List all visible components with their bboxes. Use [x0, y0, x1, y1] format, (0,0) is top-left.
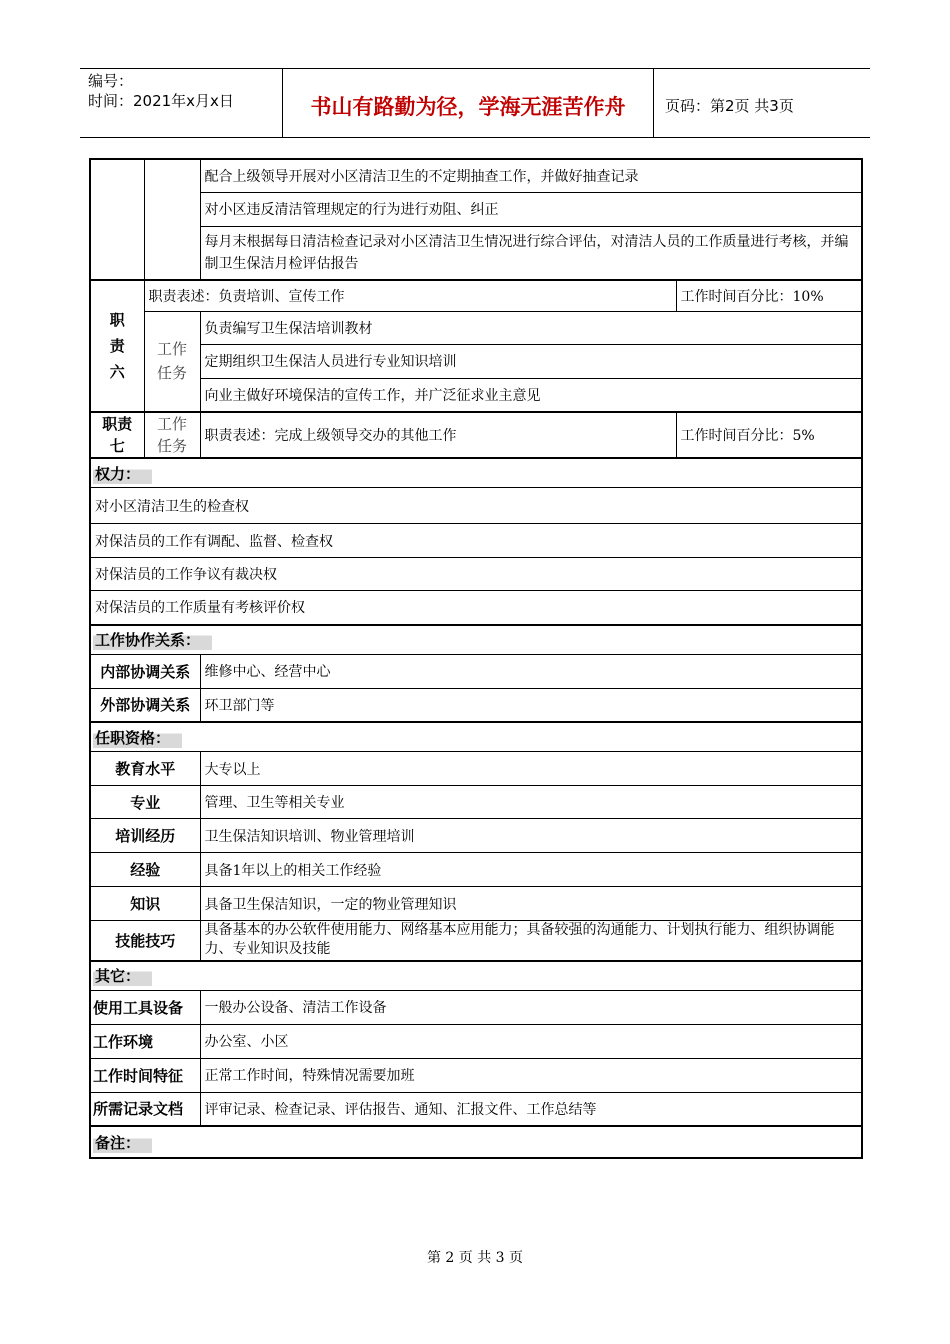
duty7-description: 职责表述：完成上级领导交办的其他工作 [200, 412, 676, 458]
table-row [90, 591, 862, 625]
qualification-section-header [90, 722, 862, 752]
table-row [90, 688, 862, 722]
duty7-label-text: 职责七 [102, 415, 133, 455]
other-value: 一般办公设备、清洁工作设备 [200, 990, 862, 1024]
table-row [90, 625, 862, 655]
header-meta [88, 71, 278, 111]
page-footer: 第 2 页 共 3 页 [426, 1250, 524, 1266]
table-row [90, 378, 862, 412]
qualification-value: 管理、卫生等相关专业 [200, 786, 862, 819]
qualification-value: 具备1年以上的相关工作经验 [200, 853, 862, 887]
qualification-value: 具备基本的办公软件使用能力、网络基本应用能力；具备较强的沟通能力、计划执行能力、组织协调能力、专业知识及技能 [200, 921, 862, 961]
other-value: 办公室、小区 [200, 1024, 862, 1058]
table-row [90, 458, 862, 488]
other-value: 评审记录、检查记录、评估报告、通知、汇报文件、工作总结等 [200, 1092, 862, 1126]
table-row [90, 786, 862, 819]
cooperation-title: 工作协作关系： [93, 629, 212, 650]
other-label: 工作时间特征 [90, 1058, 200, 1092]
duty6-task: 向业主做好环境保洁的宣传工作，并广泛征求业主意见 [200, 378, 862, 412]
other-label: 所需记录文档 [90, 1092, 200, 1126]
table-row [90, 722, 862, 752]
authority-item: 对保洁员的工作有调配、监督、检查权 [90, 524, 862, 558]
internal-coordination-label: 内部协调关系 [90, 654, 200, 688]
remarks-title: 备注： [93, 1132, 152, 1153]
table-row [90, 887, 862, 921]
authority-item: 对保洁员的工作争议有裁决权 [90, 558, 862, 591]
table-row [90, 1092, 862, 1126]
table-row [90, 192, 862, 226]
duty6-task-label [144, 311, 200, 412]
table-row [90, 344, 862, 378]
other-label: 使用工具设备 [90, 990, 200, 1024]
qualification-label: 知识 [90, 887, 200, 921]
duty5-task: 每月末根据每日清洁检查记录对小区清洁卫生情况进行综合评估，对清洁人员的工作质量进行考核，并编制卫生保洁月检评估报告 [200, 226, 862, 280]
table-row [90, 853, 862, 887]
qualification-value: 大专以上 [200, 752, 862, 786]
table-row [90, 654, 862, 688]
table-row [90, 280, 862, 311]
duty7-time-percent: 工作时间百分比：5% [676, 412, 862, 458]
time-label: 时间：2021年x月x日 [88, 92, 234, 110]
page-header [80, 68, 870, 138]
duty6-label [90, 280, 144, 412]
number-label: 编号： [88, 72, 134, 90]
authority-section-header [90, 458, 862, 488]
qualification-title: 任职资格： [93, 727, 182, 748]
header-motto: 书山有路勤为径，学海无涯苦作舟 [310, 95, 626, 119]
qualification-label: 专业 [90, 786, 200, 819]
table-row [90, 159, 862, 192]
remarks-section-header [90, 1126, 862, 1158]
header-page-info: 页码：第2页 共3页 [665, 97, 794, 115]
table-row [90, 226, 862, 280]
duty7-task-label [144, 412, 200, 458]
qualification-value: 卫生保洁知识培训、物业管理培训 [200, 819, 862, 853]
qualification-label: 教育水平 [90, 752, 200, 786]
table-row [90, 524, 862, 558]
table-row [90, 921, 862, 961]
duty6-description: 职责表述：负责培训、宣传工作 [144, 280, 676, 311]
table-row [90, 412, 862, 458]
header-divider [653, 69, 654, 137]
qualification-label: 技能技巧 [90, 921, 200, 961]
duty7-task-label-text: 工作任务 [156, 415, 187, 455]
table-row [90, 311, 862, 344]
duty5-label-cell [90, 159, 144, 280]
authority-item: 对小区清洁卫生的检查权 [90, 488, 862, 524]
table-row [90, 990, 862, 1024]
internal-coordination-value: 维修中心、经营中心 [200, 654, 862, 688]
qualification-label: 经验 [90, 853, 200, 887]
table-row [90, 819, 862, 853]
table-row [90, 1058, 862, 1092]
authority-item: 对保洁员的工作质量有考核评价权 [90, 591, 862, 625]
duty5-task: 配合上级领导开展对小区清洁卫生的不定期抽查工作，并做好抽查记录 [200, 159, 862, 192]
duty7-label [90, 412, 144, 458]
other-title: 其它： [93, 965, 152, 986]
duty6-task: 负责编写卫生保洁培训教材 [200, 311, 862, 344]
cooperation-section-header [90, 625, 862, 655]
external-coordination-value: 环卫部门等 [200, 688, 862, 722]
table-row [90, 558, 862, 591]
table-row [90, 752, 862, 786]
table-row [90, 961, 862, 991]
table-row [90, 1024, 862, 1058]
other-label: 工作环境 [90, 1024, 200, 1058]
job-description-table [89, 158, 863, 1159]
other-value: 正常工作时间，特殊情况需要加班 [200, 1058, 862, 1092]
table-row [90, 488, 862, 524]
table-row [90, 1126, 862, 1158]
authority-title: 权力： [93, 463, 152, 484]
duty5-task: 对小区违反清洁管理规定的行为进行劝阻、纠正 [200, 192, 862, 226]
duty6-task: 定期组织卫生保洁人员进行专业知识培训 [200, 344, 862, 378]
duty6-time-percent: 工作时间百分比：10% [676, 280, 862, 311]
duty6-task-label-text: 工作任务 [156, 340, 187, 383]
other-section-header [90, 961, 862, 991]
duty6-label-text: 职责六 [109, 311, 125, 381]
qualification-label: 培训经历 [90, 819, 200, 853]
duty5-task-label-cell [144, 159, 200, 280]
external-coordination-label: 外部协调关系 [90, 688, 200, 722]
qualification-value: 具备卫生保洁知识，一定的物业管理知识 [200, 887, 862, 921]
